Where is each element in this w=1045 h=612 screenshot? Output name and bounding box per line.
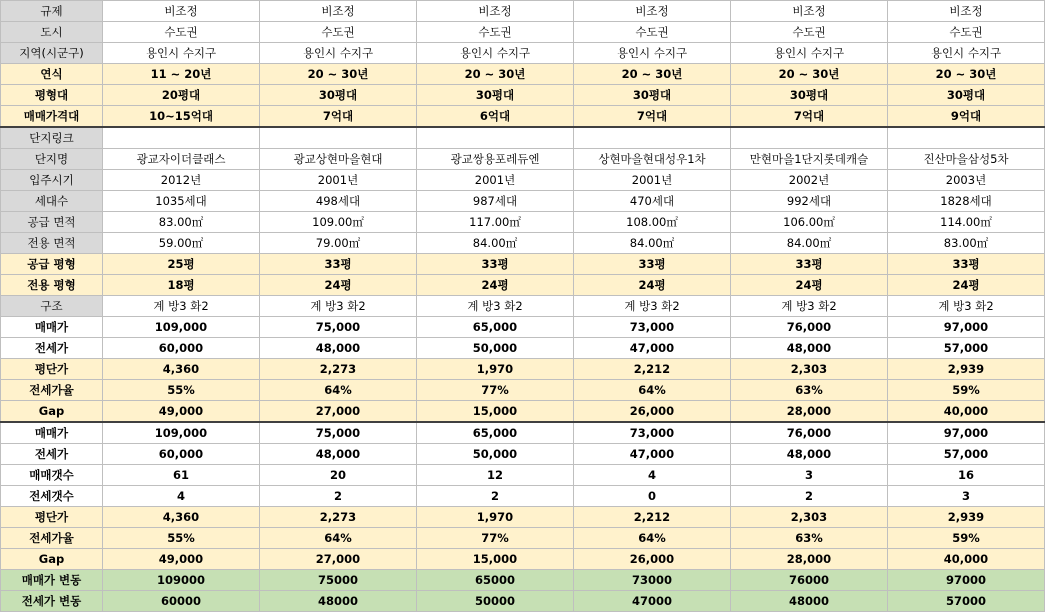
table-cell[interactable]: 61 [103, 465, 260, 486]
table-cell[interactable]: 만현마을1단지롯데캐슬 [731, 149, 888, 170]
table-cell[interactable]: 24평 [417, 275, 574, 296]
table-cell[interactable]: 2001년 [574, 170, 731, 191]
table-cell[interactable]: 33평 [888, 254, 1045, 275]
table-cell[interactable]: 48,000 [731, 444, 888, 465]
table-cell[interactable]: 12 [417, 465, 574, 486]
table-cell[interactable]: 30평대 [417, 85, 574, 106]
table-cell[interactable]: 2003년 [888, 170, 1045, 191]
table-cell[interactable]: 64% [574, 528, 731, 549]
table-cell[interactable]: 47,000 [574, 338, 731, 359]
table-cell[interactable]: 비조정 [417, 1, 574, 22]
table-cell[interactable]: 2012년 [103, 170, 260, 191]
table-cell[interactable]: 비조정 [103, 1, 260, 22]
table-cell[interactable]: 광교상현마을현대 [260, 149, 417, 170]
table-cell[interactable]: 계 방3 화2 [417, 296, 574, 317]
table-cell[interactable]: 진산마을삼성5차 [888, 149, 1045, 170]
row-label-cell[interactable]: 공급 면적 [1, 212, 103, 233]
table-cell[interactable]: 15,000 [417, 401, 574, 423]
row-label-cell[interactable]: 연식 [1, 64, 103, 85]
row-label-cell[interactable]: 매매가 [1, 317, 103, 338]
row-label-cell[interactable]: 단지명 [1, 149, 103, 170]
table-cell[interactable]: 48,000 [260, 444, 417, 465]
row-label-cell[interactable]: 전세갯수 [1, 486, 103, 507]
table-cell[interactable]: 33평 [574, 254, 731, 275]
row-label-cell[interactable]: 매매가 변동 [1, 570, 103, 591]
table-cell[interactable]: 49,000 [103, 401, 260, 423]
table-cell[interactable]: 2,303 [731, 507, 888, 528]
table-cell[interactable]: 27,000 [260, 401, 417, 423]
table-cell[interactable]: 50000 [417, 591, 574, 612]
table-row [1, 254, 1045, 275]
table-cell[interactable]: 24평 [731, 275, 888, 296]
table-cell[interactable]: 용인시 수지구 [103, 43, 260, 64]
table-cell[interactable]: 55% [103, 380, 260, 401]
table-cell[interactable]: 20 [260, 465, 417, 486]
table-cell[interactable]: 28,000 [731, 401, 888, 423]
table-cell[interactable]: 4 [103, 486, 260, 507]
table-cell[interactable] [888, 127, 1045, 149]
table-cell[interactable]: 60000 [103, 591, 260, 612]
table-cell[interactable]: 40,000 [888, 549, 1045, 570]
table-cell[interactable]: 65,000 [417, 422, 574, 444]
table-cell[interactable]: 992세대 [731, 191, 888, 212]
table-cell[interactable]: 77% [417, 528, 574, 549]
table-cell[interactable]: 7억대 [574, 106, 731, 128]
row-label-cell[interactable]: 입주시기 [1, 170, 103, 191]
table-cell[interactable]: 83.00㎡ [103, 212, 260, 233]
table-row [1, 401, 1045, 423]
table-cell[interactable] [574, 127, 731, 149]
table-cell[interactable]: 63% [731, 528, 888, 549]
table-cell[interactable]: 84.00㎡ [574, 233, 731, 254]
table-cell[interactable]: 계 방3 화2 [888, 296, 1045, 317]
row-label-cell[interactable]: 전세가 [1, 338, 103, 359]
table-cell[interactable]: 광교자이더클래스 [103, 149, 260, 170]
table-cell[interactable]: 20 ~ 30년 [888, 64, 1045, 85]
table-cell[interactable]: 83.00㎡ [888, 233, 1045, 254]
table-cell[interactable] [731, 127, 888, 149]
table-cell[interactable]: 77% [417, 380, 574, 401]
table-cell[interactable]: 1,970 [417, 359, 574, 380]
table-cell[interactable]: 48000 [731, 591, 888, 612]
table-cell[interactable]: 26,000 [574, 549, 731, 570]
table-cell[interactable]: 49,000 [103, 549, 260, 570]
row-label-cell[interactable]: 전세가 변동 [1, 591, 103, 612]
table-row [1, 191, 1045, 212]
table-cell[interactable]: 59% [888, 528, 1045, 549]
table-cell[interactable]: 60,000 [103, 338, 260, 359]
table-cell[interactable]: 비조정 [888, 1, 1045, 22]
table-cell[interactable]: 광교쌍용포레듀엔 [417, 149, 574, 170]
row-label-cell[interactable]: 세대수 [1, 191, 103, 212]
table-row [1, 444, 1045, 465]
table-cell[interactable]: 73000 [574, 570, 731, 591]
table-cell[interactable]: 0 [574, 486, 731, 507]
table-row [1, 507, 1045, 528]
table-cell[interactable]: 65,000 [417, 317, 574, 338]
row-label-cell[interactable]: 단지링크 [1, 127, 103, 149]
row-label-cell[interactable]: 규제 [1, 1, 103, 22]
table-cell[interactable]: 2001년 [260, 170, 417, 191]
table-cell[interactable]: 6억대 [417, 106, 574, 128]
table-row [1, 212, 1045, 233]
table-cell[interactable]: 30평대 [260, 85, 417, 106]
row-label-cell[interactable]: 지역(시군구) [1, 43, 103, 64]
table-cell[interactable]: 55% [103, 528, 260, 549]
row-label-cell[interactable]: 전세가 [1, 444, 103, 465]
table-cell[interactable] [417, 127, 574, 149]
table-cell[interactable]: 7억대 [260, 106, 417, 128]
row-label-cell[interactable]: 매매가격대 [1, 106, 103, 128]
table-cell[interactable]: 63% [731, 380, 888, 401]
table-cell[interactable]: 18평 [103, 275, 260, 296]
table-cell[interactable]: 48,000 [260, 338, 417, 359]
table-cell[interactable]: 20 ~ 30년 [731, 64, 888, 85]
table-cell[interactable]: 33평 [731, 254, 888, 275]
table-cell[interactable]: 60,000 [103, 444, 260, 465]
table-cell[interactable]: 15,000 [417, 549, 574, 570]
table-cell[interactable]: 30평대 [574, 85, 731, 106]
table-row [1, 380, 1045, 401]
table-cell[interactable]: 2 [731, 486, 888, 507]
table-cell[interactable]: 57000 [888, 591, 1045, 612]
table-cell[interactable]: 수도권 [574, 22, 731, 43]
table-row [1, 106, 1045, 128]
table-row [1, 1, 1045, 22]
table-cell[interactable]: 11 ~ 20년 [103, 64, 260, 85]
table-cell[interactable]: 비조정 [260, 1, 417, 22]
table-cell[interactable]: 48000 [260, 591, 417, 612]
table-cell[interactable]: 50,000 [417, 338, 574, 359]
table-cell[interactable]: 57,000 [888, 444, 1045, 465]
table-row [1, 570, 1045, 591]
table-cell[interactable]: 2,939 [888, 507, 1045, 528]
sheet-body [1, 1, 1045, 612]
table-cell[interactable]: 3 [731, 465, 888, 486]
table-cell[interactable]: 9억대 [888, 106, 1045, 128]
table-cell[interactable]: 33평 [417, 254, 574, 275]
row-label-cell[interactable]: Gap [1, 549, 103, 570]
table-row [1, 359, 1045, 380]
table-cell[interactable]: 1,970 [417, 507, 574, 528]
table-row [1, 296, 1045, 317]
table-cell[interactable]: 84.00㎡ [731, 233, 888, 254]
table-cell[interactable]: 수도권 [731, 22, 888, 43]
table-cell[interactable] [103, 127, 260, 149]
table-cell[interactable]: 75,000 [260, 317, 417, 338]
table-cell[interactable]: 47000 [574, 591, 731, 612]
table-cell[interactable]: 987세대 [417, 191, 574, 212]
table-row [1, 528, 1045, 549]
table-cell[interactable]: 75,000 [260, 422, 417, 444]
table-cell[interactable]: 109,000 [103, 422, 260, 444]
row-label-cell[interactable]: 전용 면적 [1, 233, 103, 254]
table-row [1, 127, 1045, 149]
table-cell[interactable]: 26,000 [574, 401, 731, 423]
table-cell[interactable]: 108.00㎡ [574, 212, 731, 233]
table-row [1, 64, 1045, 85]
table-cell[interactable]: 64% [574, 380, 731, 401]
row-label-cell[interactable]: 매매갯수 [1, 465, 103, 486]
table-cell[interactable]: 1035세대 [103, 191, 260, 212]
table-cell[interactable]: 2,212 [574, 507, 731, 528]
table-cell[interactable]: 97000 [888, 570, 1045, 591]
table-cell[interactable]: 65000 [417, 570, 574, 591]
table-cell[interactable]: 수도권 [103, 22, 260, 43]
table-row [1, 422, 1045, 444]
table-cell[interactable]: 계 방3 화2 [574, 296, 731, 317]
table-row [1, 22, 1045, 43]
table-cell[interactable]: 59.00㎡ [103, 233, 260, 254]
table-cell[interactable]: 2001년 [417, 170, 574, 191]
table-cell[interactable]: 2,212 [574, 359, 731, 380]
table-cell[interactable]: 비조정 [731, 1, 888, 22]
table-cell[interactable]: 4 [574, 465, 731, 486]
row-label-cell[interactable]: 평단가 [1, 507, 103, 528]
table-cell[interactable]: 47,000 [574, 444, 731, 465]
table-cell[interactable]: 97,000 [888, 422, 1045, 444]
table-cell[interactable]: 2,273 [260, 359, 417, 380]
table-cell[interactable]: 30평대 [888, 85, 1045, 106]
table-cell[interactable]: 1828세대 [888, 191, 1045, 212]
table-cell[interactable]: 24평 [260, 275, 417, 296]
table-row [1, 275, 1045, 296]
table-cell[interactable]: 59% [888, 380, 1045, 401]
table-cell[interactable]: 117.00㎡ [417, 212, 574, 233]
table-cell[interactable]: 비조정 [574, 1, 731, 22]
table-cell[interactable]: 2,273 [260, 507, 417, 528]
table-cell[interactable]: 20평대 [103, 85, 260, 106]
table-cell[interactable]: 109000 [103, 570, 260, 591]
table-cell[interactable]: 계 방3 화2 [103, 296, 260, 317]
table-cell[interactable]: 20 ~ 30년 [260, 64, 417, 85]
table-cell[interactable]: 2 [260, 486, 417, 507]
table-cell[interactable]: 20 ~ 30년 [417, 64, 574, 85]
table-cell[interactable]: 76,000 [731, 422, 888, 444]
table-cell[interactable]: 4,360 [103, 359, 260, 380]
table-row [1, 591, 1045, 612]
table-row [1, 317, 1045, 338]
table-cell[interactable]: 27,000 [260, 549, 417, 570]
row-label-cell[interactable]: 매매가 [1, 422, 103, 444]
table-row [1, 85, 1045, 106]
table-cell[interactable]: 30평대 [731, 85, 888, 106]
table-row [1, 465, 1045, 486]
table-cell[interactable]: 109.00㎡ [260, 212, 417, 233]
table-cell[interactable]: 50,000 [417, 444, 574, 465]
table-cell[interactable] [260, 127, 417, 149]
table-cell[interactable]: 2,939 [888, 359, 1045, 380]
table-cell[interactable]: 73,000 [574, 422, 731, 444]
table-cell[interactable]: 용인시 수지구 [574, 43, 731, 64]
table-cell[interactable]: 64% [260, 380, 417, 401]
table-cell[interactable]: 용인시 수지구 [260, 43, 417, 64]
table-cell[interactable]: 33평 [260, 254, 417, 275]
row-label-cell[interactable]: 전세가율 [1, 380, 103, 401]
table-cell[interactable]: 97,000 [888, 317, 1045, 338]
table-row [1, 170, 1045, 191]
table-cell[interactable]: 109,000 [103, 317, 260, 338]
table-cell[interactable]: 용인시 수지구 [888, 43, 1045, 64]
table-cell[interactable]: 57,000 [888, 338, 1045, 359]
row-label-cell[interactable]: 도시 [1, 22, 103, 43]
row-label-cell[interactable]: 공급 평형 [1, 254, 103, 275]
table-cell[interactable]: 상현마을현대성우1차 [574, 149, 731, 170]
row-label-cell[interactable]: Gap [1, 401, 103, 423]
table-cell[interactable]: 계 방3 화2 [260, 296, 417, 317]
table-row [1, 486, 1045, 507]
table-cell[interactable]: 114.00㎡ [888, 212, 1045, 233]
table-cell[interactable]: 470세대 [574, 191, 731, 212]
table-cell[interactable]: 수도권 [260, 22, 417, 43]
table-cell[interactable]: 계 방3 화2 [731, 296, 888, 317]
table-cell[interactable]: 79.00㎡ [260, 233, 417, 254]
table-cell[interactable]: 24평 [574, 275, 731, 296]
table-cell[interactable]: 64% [260, 528, 417, 549]
table-cell[interactable]: 3 [888, 486, 1045, 507]
table-cell[interactable]: 수도권 [417, 22, 574, 43]
table-cell[interactable]: 10~15억대 [103, 106, 260, 128]
table-cell[interactable]: 76000 [731, 570, 888, 591]
row-label-cell[interactable]: 평단가 [1, 359, 103, 380]
table-cell[interactable]: 16 [888, 465, 1045, 486]
table-cell[interactable]: 40,000 [888, 401, 1045, 423]
table-row [1, 549, 1045, 570]
table-cell[interactable]: 498세대 [260, 191, 417, 212]
table-cell[interactable]: 2 [417, 486, 574, 507]
table-row [1, 43, 1045, 64]
table-row [1, 233, 1045, 254]
table-cell[interactable]: 25평 [103, 254, 260, 275]
table-cell[interactable]: 76,000 [731, 317, 888, 338]
row-label-cell[interactable]: 평형대 [1, 85, 103, 106]
table-cell[interactable]: 48,000 [731, 338, 888, 359]
table-cell[interactable]: 106.00㎡ [731, 212, 888, 233]
table-cell[interactable]: 4,360 [103, 507, 260, 528]
table-cell[interactable]: 84.00㎡ [417, 233, 574, 254]
table-cell[interactable]: 용인시 수지구 [731, 43, 888, 64]
table-cell[interactable]: 20 ~ 30년 [574, 64, 731, 85]
table-cell[interactable]: 24평 [888, 275, 1045, 296]
row-label-cell[interactable]: 전세가율 [1, 528, 103, 549]
table-cell[interactable]: 2,303 [731, 359, 888, 380]
row-label-cell[interactable]: 구조 [1, 296, 103, 317]
table-cell[interactable]: 7억대 [731, 106, 888, 128]
table-cell[interactable]: 75000 [260, 570, 417, 591]
table-cell[interactable]: 용인시 수지구 [417, 43, 574, 64]
table-cell[interactable]: 73,000 [574, 317, 731, 338]
table-row [1, 149, 1045, 170]
table-row [1, 338, 1045, 359]
table-cell[interactable]: 28,000 [731, 549, 888, 570]
table-cell[interactable]: 2002년 [731, 170, 888, 191]
row-label-cell[interactable]: 전용 평형 [1, 275, 103, 296]
table-cell[interactable]: 수도권 [888, 22, 1045, 43]
